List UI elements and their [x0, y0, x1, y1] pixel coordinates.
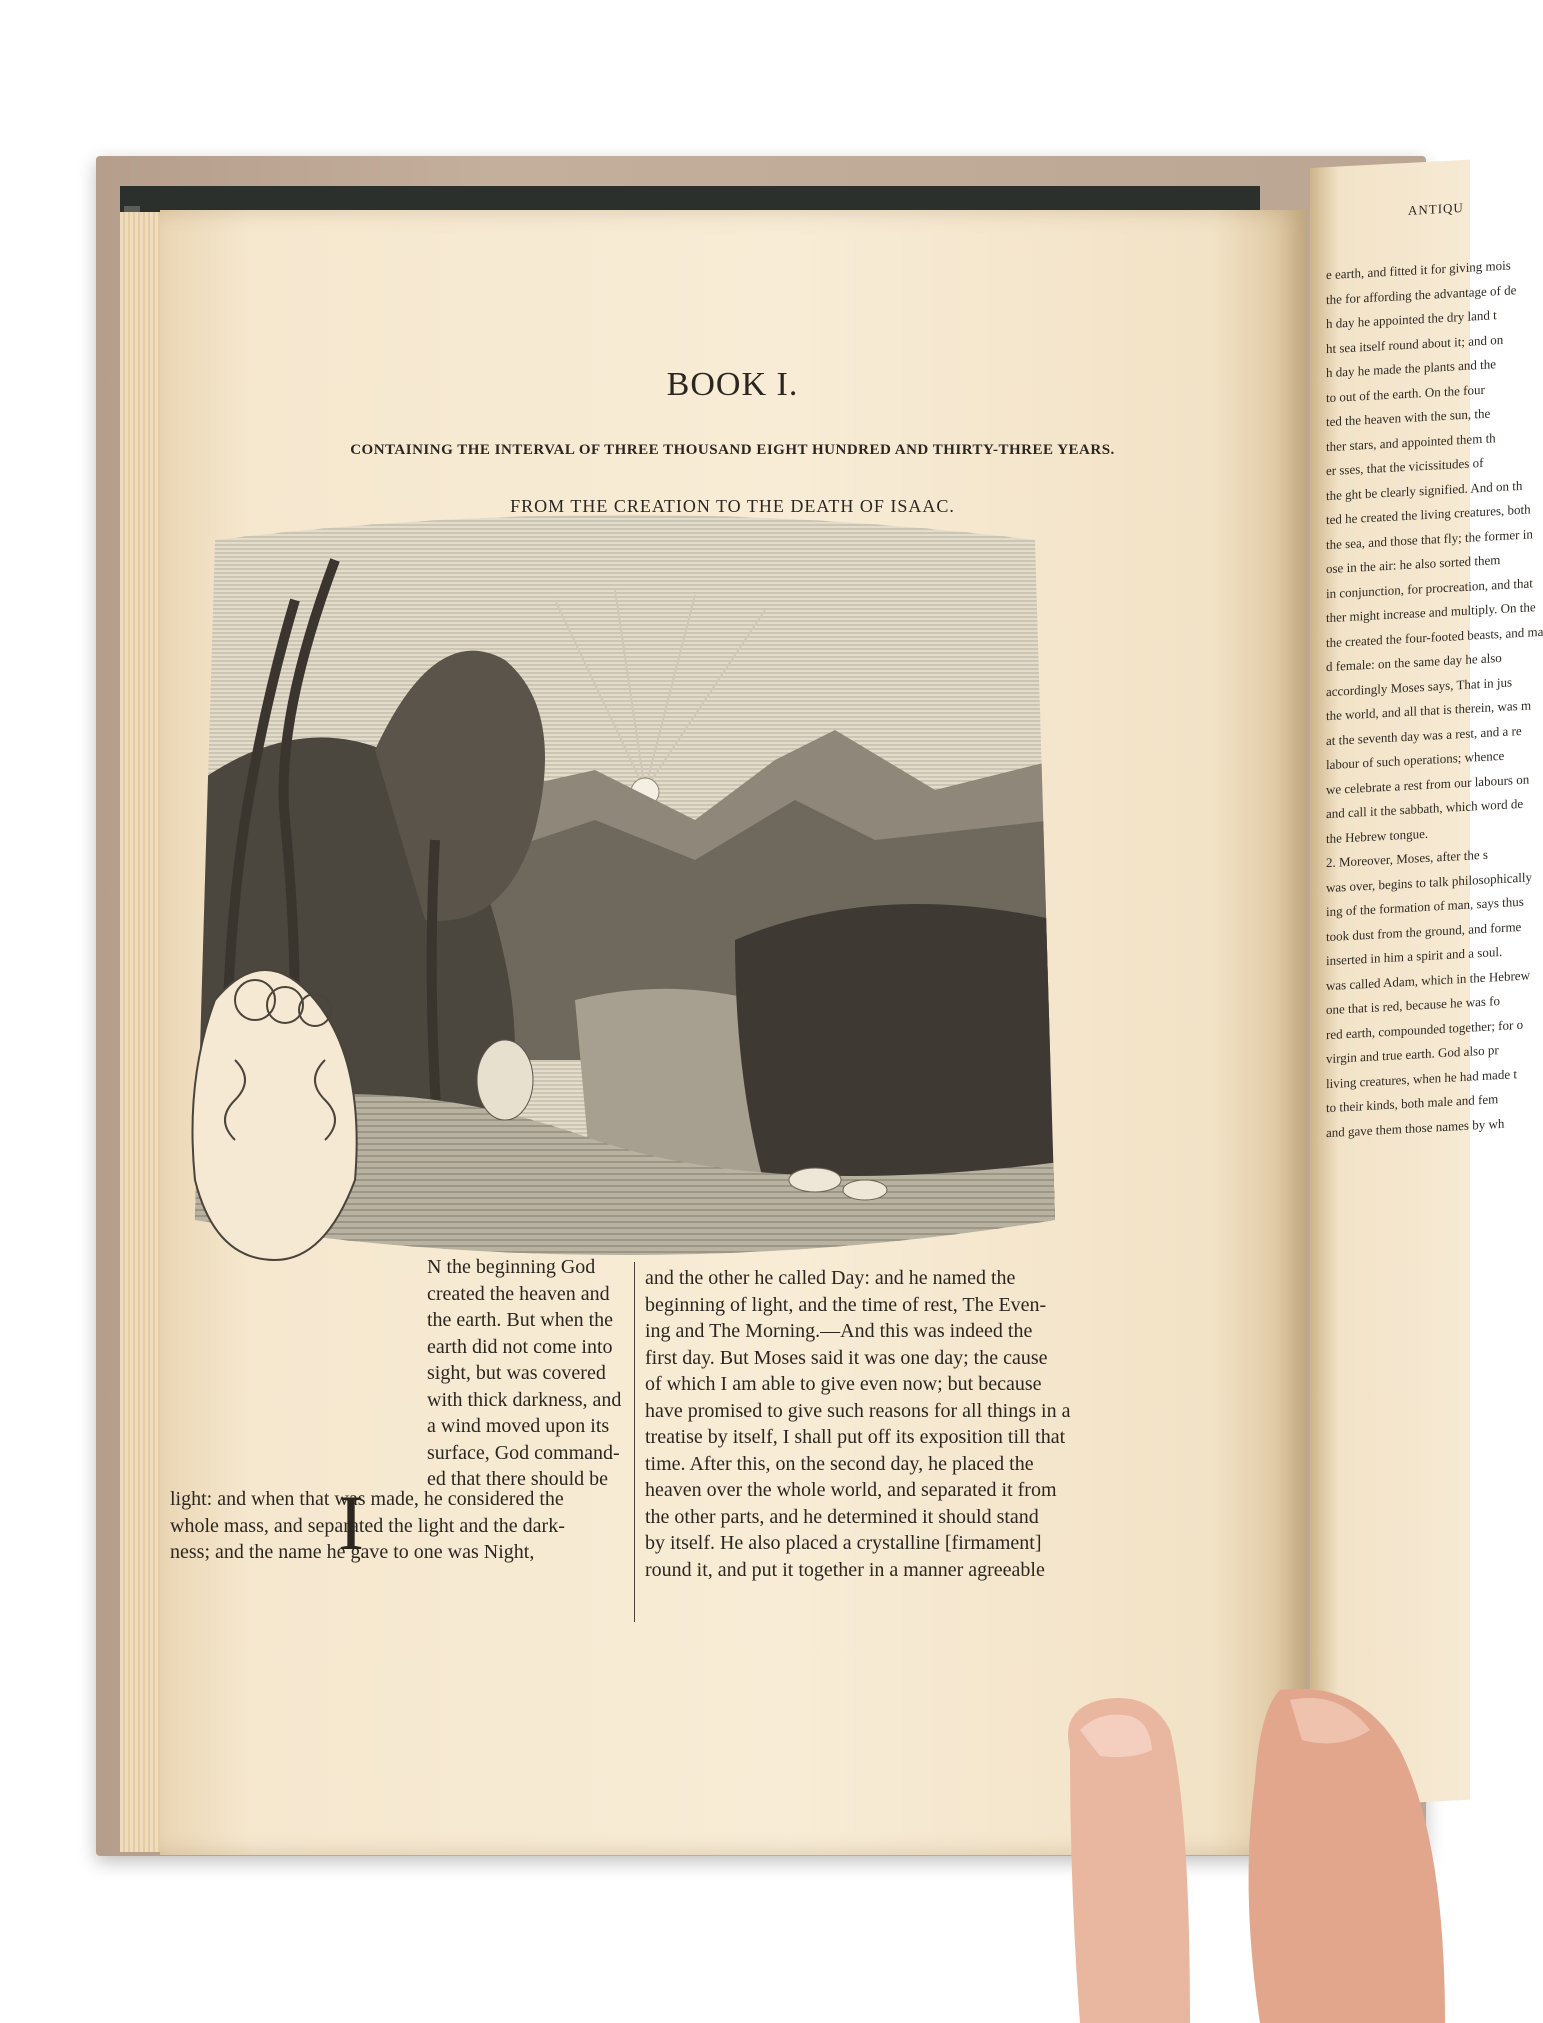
facing-page-line: labour of such operations; whence	[1326, 747, 1505, 773]
text-column-left-top	[427, 1254, 627, 1493]
book-title: BOOK I.	[666, 366, 799, 403]
text-line: treatise by itself, I shall put off its exposition till that	[645, 1426, 1066, 1448]
facing-page-line: inserted in him a spirit and a soul.	[1326, 943, 1503, 969]
text-line: ness; and the name he gave to one was Night,	[170, 1541, 535, 1563]
text-line: the other parts, and he determined it should stand	[645, 1505, 1039, 1528]
facing-page-line: ther might increase and multiply. On the	[1326, 599, 1536, 626]
facing-page-line: h day he appointed the dry land t	[1326, 307, 1497, 332]
text-line: earth did not come into	[427, 1335, 613, 1358]
facing-page-line: 2. Moreover, Moses, after the s	[1326, 846, 1488, 871]
facing-page-line: we celebrate a rest from our labours on	[1326, 771, 1530, 797]
facing-page-line: e earth, and fitted it for giving mois	[1326, 257, 1511, 283]
text-line: by itself. He also placed a crystalline [firmament]	[645, 1532, 1042, 1554]
text-line: and the other he called Day: and he named the	[645, 1267, 1016, 1289]
text-line: of which I am able to give even now; but because	[645, 1373, 1042, 1395]
text-line: have promised to give such reasons for all things in a	[645, 1399, 1071, 1422]
facing-page-line: ther stars, and appointed them th	[1326, 429, 1496, 454]
text-line: a wind moved upon its	[427, 1415, 610, 1437]
facing-page-line: the world, and all that is therein, was m	[1326, 697, 1532, 724]
text-line: round it, and put it together in a manner agreeable	[645, 1558, 1045, 1581]
facing-page-line: took dust from the ground, and forme	[1326, 918, 1522, 944]
text-line: sight, but was covered	[427, 1362, 606, 1384]
facing-page-line: was called Adam, which in the Hebrew	[1326, 966, 1530, 993]
hand-thumb	[1040, 1690, 1445, 2023]
text-line: time. After this, on the second day, he placed the	[645, 1452, 1034, 1475]
text-line: ed that there should be	[427, 1468, 609, 1490]
facing-page-line: was over, begins to talk philosophically	[1326, 868, 1533, 895]
facing-page-line: the sea, and those that fly; the former in	[1326, 525, 1533, 552]
facing-page-line: ing of the formation of man, says thus	[1326, 893, 1524, 920]
book-range-subtitle: FROM THE CREATION TO THE DEATH OF ISAAC.	[510, 496, 955, 516]
text-line: with thick darkness, and	[427, 1388, 622, 1411]
running-head: ANTIQU	[1408, 199, 1464, 218]
column-divider	[634, 1262, 635, 1622]
facing-page-line: d female: on the same day he also	[1326, 649, 1502, 675]
text-line: light: and when that was made, he considered the	[170, 1488, 564, 1510]
text-line: heaven over the whole world, and separated it from	[645, 1479, 1057, 1501]
drop-cap-letter: I	[338, 1479, 364, 1566]
text-line: N the beginning God	[427, 1256, 596, 1278]
facing-page-line: the created the four-footed beasts, and ma	[1326, 623, 1543, 650]
facing-page-line: h day he made the plants and the	[1326, 356, 1497, 381]
facing-page-line: and call it the sabbath, which word de	[1326, 795, 1524, 822]
facing-page-line: er sses, that the vicissitudes of	[1326, 454, 1484, 479]
facing-page-line: the Hebrew tongue.	[1326, 825, 1429, 846]
facing-page-line: ted he created the living creatures, both	[1326, 501, 1531, 528]
text-line: created the heaven and	[427, 1282, 610, 1305]
text-line: first day. But Moses said it was one day; the cause	[645, 1346, 1048, 1369]
facing-page-line: living creatures, when he had made t	[1326, 1065, 1517, 1091]
facing-page-line: one that is red, because he was fo	[1326, 993, 1500, 1018]
facing-page-line: virgin and true earth. God also pr	[1326, 1042, 1499, 1067]
text-line: beginning of light, and the time of rest, The Even-	[645, 1293, 1047, 1316]
facing-page-line: ht sea itself round about it; and on	[1326, 331, 1504, 356]
facing-page-text	[1326, 255, 1543, 1145]
text-line: the earth. But when the	[427, 1309, 614, 1331]
book-page-right	[1310, 160, 1543, 1808]
text-line: whole mass, and separated the light and the dark-	[170, 1514, 565, 1537]
text-line: surface, God command-	[427, 1441, 620, 1464]
facing-page-line: and gave them those names by wh	[1326, 1115, 1505, 1140]
text-column-left-bottom	[170, 1486, 625, 1566]
facing-page-line: to out of the earth. On the four	[1326, 381, 1485, 405]
page-edges	[120, 212, 160, 1852]
text-line: ing and The Morning.—And this was indeed the	[645, 1320, 1033, 1342]
creation-engraving	[175, 500, 1075, 1280]
facing-page-line: ose in the air: he also sorted them	[1326, 552, 1501, 577]
facing-page-line: the for affording the advantage of de	[1326, 281, 1517, 307]
facing-page-line: ted the heaven with the sun, the	[1326, 405, 1491, 430]
facing-page-line: to their kinds, both male and fem	[1326, 1091, 1499, 1116]
facing-page-line: the ght be clearly signified. And on th	[1326, 477, 1523, 503]
text-column-right	[645, 1265, 1095, 1583]
facing-page-line: in conjunction, for procreation, and that	[1326, 574, 1533, 601]
facing-page-line: accordingly Moses says, That in jus	[1326, 673, 1513, 699]
book-interval-subtitle: CONTAINING THE INTERVAL OF THREE THOUSAND EIGHT HUNDRED AND THIRTY-THREE YEARS.	[350, 442, 1115, 458]
facing-page-line: at the seventh day was a rest, and a re	[1326, 722, 1522, 748]
facing-page-line: red earth, compounded together; for o	[1326, 1016, 1524, 1042]
